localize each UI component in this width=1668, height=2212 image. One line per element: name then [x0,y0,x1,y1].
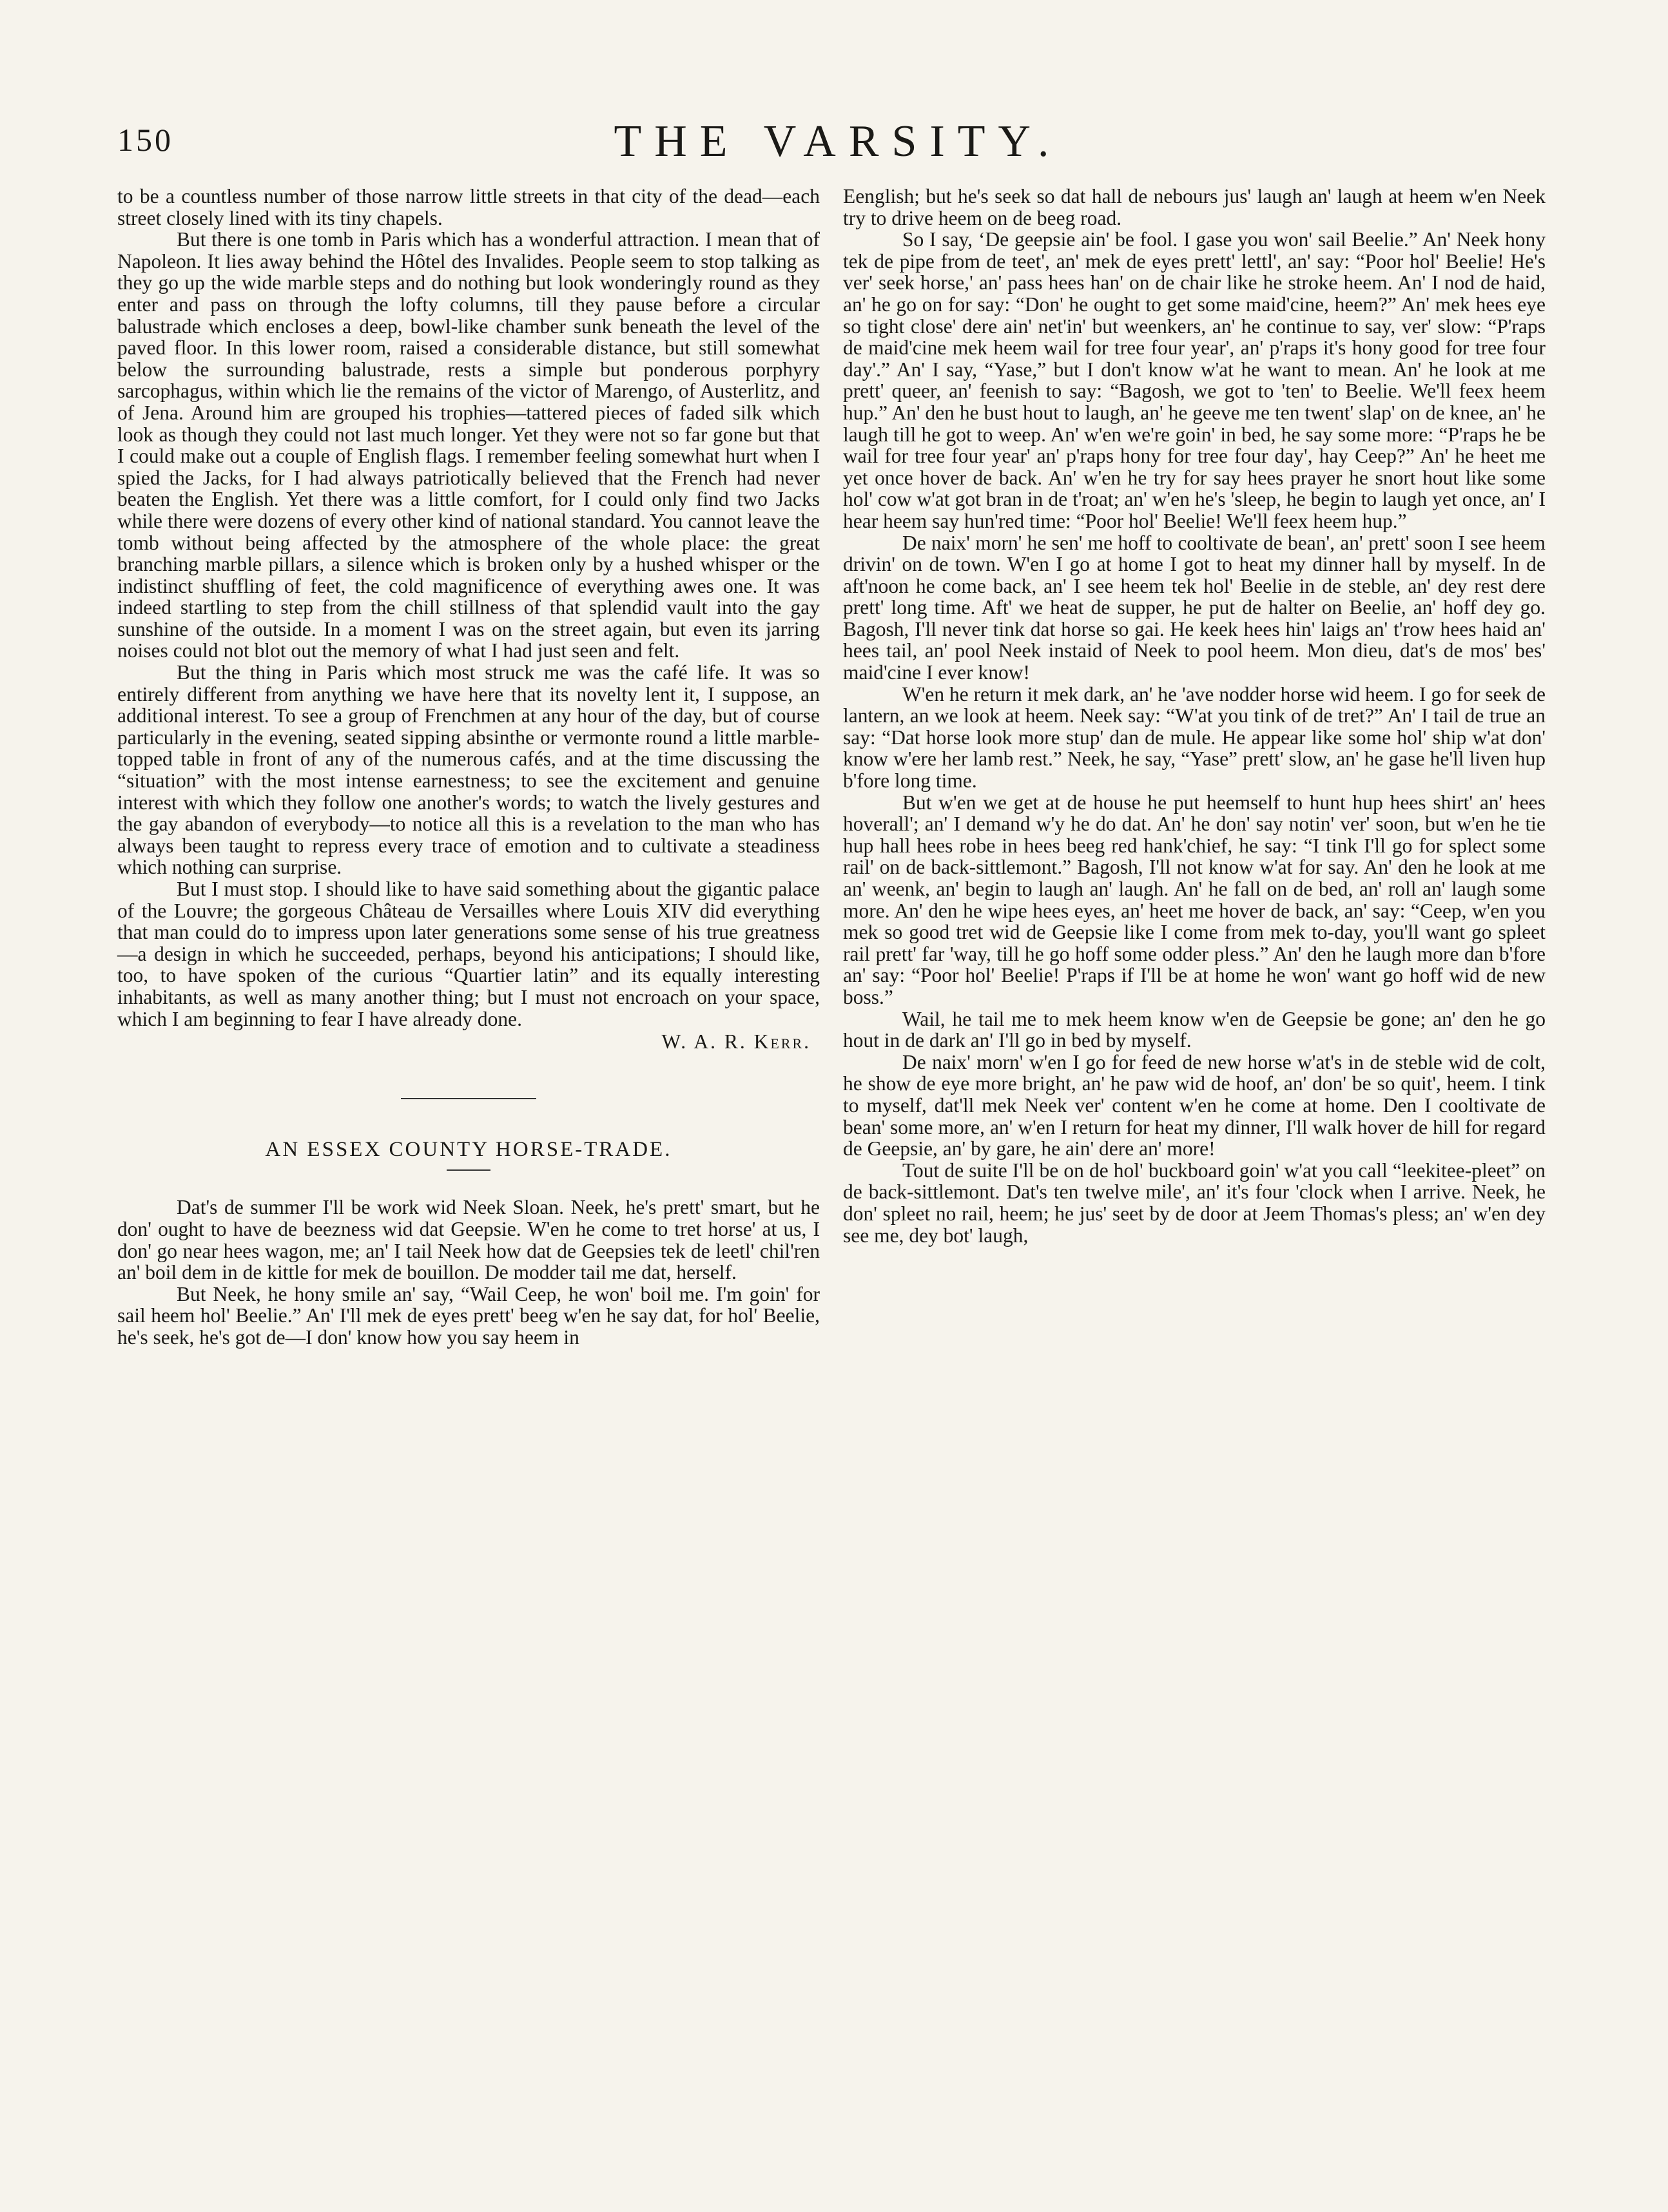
paragraph: So I say, ‘De geepsie ain' be fool. I gase you won' sail Beelie.” An' Neek hony tek de pipe from de teet', an' mek de eyes prett' lettl', an' say: “Poor hol' Beelie! He's ver' seek horse,' an' pass hees han' on de chair like he stroke heem. An' I nod de haid, an' he go on for say: “Don' he ought to get some maid'cine, heem?” An' mek hees eye so tight close' dere ain' net'in' but weenkers, an' he continue to say, ver' slow: “P'raps de maid'cine mek heem wail for tree four year', an' p'raps it's hony good for tree four day'.” An' I say, “Yase,” but I don't know w'at he want to mean. An' he look at me prett' queer, an' feenish to say: “Bagosh, we got to 'ten' to Beelie. We'll feex heem hup.” An' den he bust hout to laugh, an' he geeve me ten twent' slap' on de knee, an' he laugh till he got to weep. An' w'en we're goin' in bed, he say some more: “P'raps he be wail for tree four year' an' p'raps hony for tree four day', hay Ceep?” An' he heet me yet once hover de back. An' w'en he try for say hees prayer he snort hout like some hol' cow w'at got bran in de t'roat; an' w'en he's 'sleep, he begin to laugh yet once, an' I hear heem say hun'red time: “Poor hol' Beelie! We'll feex heem hup.” [843,228,1546,532]
right-column [843,186,1546,1246]
paragraph: Wail, he tail me to mek heem know w'en de Geepsie be gone; an' den he go hout in de dark an' I'll go in bed by myself. [843,1007,1546,1052]
paragraph: to be a countless number of those narrow little streets in that city of the dead—each street closely lined with its tiny chapels. [117,185,820,229]
paragraph: De naix' morn' he sen' me hoff to cooltivate de bean', an' prett' soon I see heem drivin' on de town. W'en I go at home I got to heat my dinner hall by myself. In de aft'noon he come back, an' I see heem tek hol' Beelie in de steble, an' dey rest dere prett' long time. Aft' we heat de supper, he put de halter on Beelie, an' hoff dey go. Bagosh, I'll never tink dat horse so gai. He keek hees hin' laigs an' t'row hees haid an' hees tail, an' pool Neek instaid of Neek to pool heem. Mon dieu, dat's de mos' bes' maid'cine I ever know! [843,531,1546,684]
section-divider [401,1098,536,1099]
paragraph: But there is one tomb in Paris which has a wonderful attraction. I mean that of Napoleon. It lies away behind the Hôtel des Invalides. People seem to stop talking as they go up the wide marble steps and do nothing but look wonderingly round as they enter and pass on through the lofty columns, till they pause before a circular balustrade which encloses a deep, bowl-like chamber sunk beneath the level of the paved floor. In this lower room, raised a considerable distance, but still somewhat below the surrounding balustrade, rests a simple but ponderous porphyry sarcophagus, within which lie the remains of the victor of Marengo, of Austerlitz, and of Jena. Around him are grouped his trophies—tattered pieces of faded silk which look as though they could not last much longer. Yet they were not so far gone but that I could make out a couple of English flags. I remember feeling somewhat hurt when I spied the Jacks, for I had always patriotically believed that the French had never beaten the English. Yet there was a little comfort, for I could only find two Jacks while there were dozens of every other kind of national standard. You cannot leave the tomb without being affected by the atmosphere of the whole place: the great branching marble pillars, a silence which is broken only by a hushed whisper or the indistinct shuffling of feet, the cold magnificence of everything awes one. It was indeed startling to step from the chill stillness of that splendid vault into the gay sunshine of the outside. In a moment I was on the street again, but even its jarring noises could not blot out the memory of what I had just seen and felt. [117,228,820,662]
paragraph: But Neek, he hony smile an' say, “Wail Ceep, he won' boil me. I'm goin' for sail heem hol' Beelie.” An' I'll mek de eyes prett' beeg w'en he say dat, for hol' Beelie, he's seek, he's got de—I don' know how you say heem in [117,1282,820,1349]
article-heading: AN ESSEX COUNTY HORSE-TRADE. [265,1137,672,1161]
paragraph: Tout de suite I'll be on de hol' buckboard goin' w'at you call “leekitee-pleet” on de back-sittlemont. Dat's ten twelve mile', an' it's four 'clock when I arrive. Neek, he don' spleet no rail, heem; he jus' seet by de door at Jeem Thomas's pless; an' w'en dey see me, dey bot' laugh, [843,1159,1546,1247]
paragraph: W'en he return it mek dark, an' he 'ave nodder horse wid heem. I go for seek de lantern, an we look at heem. Neek say: “W'at you tink of de tret?” An' I tail de true an say: “Dat horse look more stup' dan de mule. He appear like some hol' ship w'at don' know w'ere her lamb rest.” Neek, he say, “Yase” prett' slow, an' he gase he'll liven hup b'fore long time. [843,682,1546,793]
paragraph: But I must stop. I should like to have said something about the gigantic palace of the Louvre; the gorgeous Château de Versailles where Louis XIV did everything that man could do to impress upon later generations some sense of his true greatness—a design in which he succeeded, perhaps, beyond his anticipations; I should like, too, to have spoken of the curious “Quartier latin” and its equally interesting inhabitants, as well as many another thing; but I must not encroach on your space, which I am beginning to fear I have already done. [117,878,820,1030]
journal-title: THE VARSITY. [614,117,1062,166]
page-number: 150 [117,122,173,158]
paragraph: Dat's de summer I'll be work wid Neek Sloan. Neek, he's prett' smart, but he don' ought to have de beezness wid dat Geepsie. W'en he come to tret horse' at us, I don' go near hees wagon, me; an' I tail Neek how dat de Geepsies tek de leetl' chil'ren an' boil dem in de kittle for mek de bouillon. De modder tail me dat, herself. [117,1196,820,1284]
paragraph: Eenglish; but he's seek so dat hall de nebours jus' laugh an' laugh at heem w'en Neek try to drive heem on de beeg road. [843,185,1546,229]
heading-rule [447,1169,490,1171]
author-signature: W. A. R. Kerr. [661,1030,811,1053]
left-column [117,186,820,1349]
paragraph: De naix' morn' w'en I go for feed de new horse w'at's in de steble wid de colt, he show de eye more bright, an' he paw wid de hoof, an' don' be so quit', heem. I tink to myself, dat'll mek Neek ver' content w'en he come at home. Den I cooltivate de bean' some more, an' w'en I return for heat my dinner, I'll walk hover de hill for regard de Geepsie, an' by gare, he ain' dere an' more! [843,1050,1546,1160]
paragraph: But the thing in Paris which most struck me was the café life. It was so entirely different from anything we have here that its novelty lent it, I suppose, an additional interest. To see a group of Frenchmen at any hour of the day, but of course particularly in the evening, seated sipping absinthe or vermonte round a little marble-topped table in front of any of the numerous cafés, and at the time discussing the “situation” with the most intense earnestness; to see the excitement and genuine interest with which they follow one another's words; to watch the lively gestures and the gay abandon of everybody—to notice all this is a revelation to the man who has always been taught to repress every trace of emotion and to cultivate a steadiness which nothing can surprise. [117,661,820,879]
paragraph: But w'en we get at de house he put heemself to hunt hup hees shirt' an' hees hoverall'; an' I demand w'y he do dat. An' he don' say notin' ver' soon, but w'en he tie hup hall hees robe in hees beeg red hank'chief, he say: “I tink I'll go for splect some rail' on de back-sittlemont.” Bagosh, I'll not know w'at for say. An' den he look at me an' weenk, an' begin to laugh an' laugh. An' he fall on de bed, an' roll an' laugh some more. An' den he wipe hees eyes, an' heet me hover de back, an' say: “Ceep, w'en you mek so good tret wid de Geepsie like I come from mek to-day, you'll want go spleet rail prett' far 'way, till he go hoff some odder pless.” An' den he laugh more dan b'fore an' say: “Poor hol' Beelie! P'raps if I'll be at home he won' want go hoff wid de new boss.” [843,791,1546,1008]
